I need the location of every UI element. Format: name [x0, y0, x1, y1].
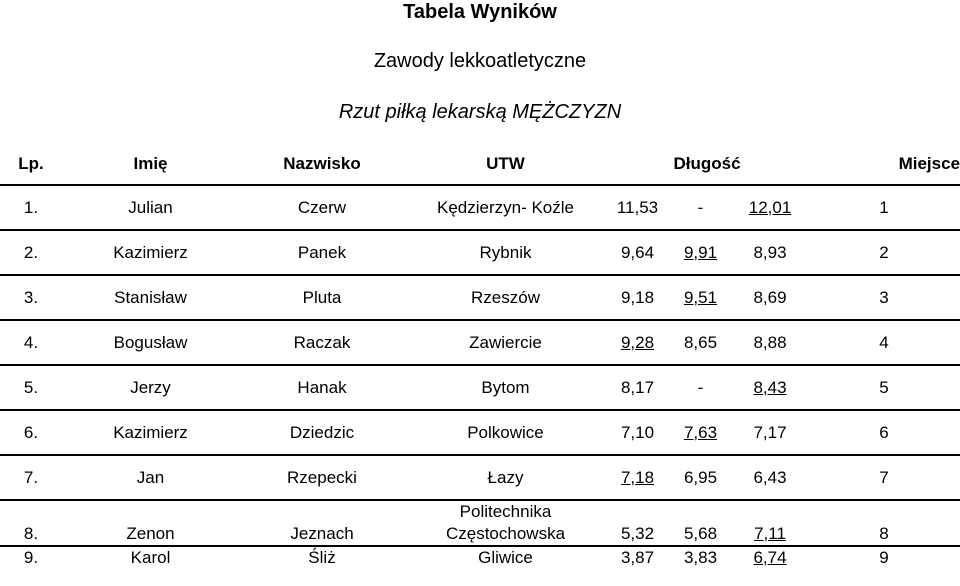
cell-imie [62, 365, 239, 410]
cell-imie-text: Kazimierz [113, 422, 188, 442]
cell-miejsce-text: 1 [879, 197, 889, 217]
cell-attempt-2-text: - [697, 377, 704, 397]
cell-nazwisko [239, 455, 405, 500]
cell-miejsce-text: 2 [879, 242, 889, 262]
cell-imie-text: Bogusław [113, 332, 188, 352]
cell-attempt-1-text: 7,10 [620, 422, 655, 442]
cell-attempt-1-text: 3,87 [620, 548, 655, 567]
cell-utw-text: Łazy [487, 467, 524, 487]
cell-utw-text: Rybnik [479, 242, 532, 262]
cell-utw-text: Bytom [481, 377, 530, 397]
cell-imie-text: Stanisław [114, 287, 187, 307]
cell-utw [405, 500, 606, 546]
table-row [0, 546, 960, 569]
cell-imie-text: Jerzy [130, 377, 171, 397]
cell-attempt-2 [669, 455, 732, 500]
cell-nazwisko-text: Rzepecki [287, 467, 357, 487]
cell-attempt-1 [606, 365, 669, 410]
cell-miejsce [808, 185, 960, 230]
header-nazwisko: Nazwisko [239, 143, 405, 185]
cell-miejsce [808, 546, 960, 569]
cell-nazwisko-text: Hanak [297, 377, 347, 397]
cell-miejsce-text: 7 [879, 467, 889, 487]
cell-lp [0, 365, 62, 410]
cell-attempt-2 [669, 275, 732, 320]
cell-utw-text: Rzeszów [471, 287, 540, 307]
cell-utw [405, 455, 606, 500]
cell-utw [405, 320, 606, 365]
cell-attempt-3 [732, 185, 808, 230]
cell-lp [0, 500, 62, 546]
cell-attempt-3 [732, 365, 808, 410]
table-row [0, 275, 960, 320]
cell-attempt-3-text: 7,11 [754, 524, 786, 543]
cell-nazwisko [239, 185, 405, 230]
cell-attempt-2 [669, 410, 732, 455]
cell-attempt-1-text: 5,32 [620, 524, 655, 543]
cell-attempt-2 [669, 230, 732, 275]
cell-nazwisko-text: Jeznach [290, 524, 354, 543]
cell-attempt-3 [732, 230, 808, 275]
cell-miejsce [808, 365, 960, 410]
cell-miejsce-text: 3 [879, 287, 889, 307]
cell-nazwisko-text: Raczak [293, 332, 351, 352]
table-row [0, 230, 960, 275]
table-row [0, 455, 960, 500]
cell-attempt-3 [732, 455, 808, 500]
cell-attempt-2 [669, 365, 732, 410]
cell-attempt-2-text: - [697, 197, 704, 217]
cell-imie [62, 410, 239, 455]
cell-utw [405, 546, 606, 569]
cell-attempt-1 [606, 275, 669, 320]
cell-imie-text: Julian [128, 197, 173, 217]
cell-nazwisko-text: Panek [297, 242, 347, 262]
cell-lp-text: 2. [23, 242, 39, 262]
table-row [0, 320, 960, 365]
table-row [0, 500, 960, 546]
cell-imie-text: Jan [136, 467, 165, 487]
cell-utw [405, 185, 606, 230]
cell-attempt-3 [732, 546, 808, 569]
table-row [0, 410, 960, 455]
cell-attempt-2 [669, 320, 732, 365]
cell-attempt-3-text: 6,74 [753, 548, 787, 567]
cell-utw-line-1: Politechnika [459, 502, 552, 521]
page-title: Tabela Wyników [403, 1, 557, 23]
cell-lp [0, 320, 62, 365]
cell-attempt-3-text: 8,93 [753, 242, 787, 262]
cell-attempt-1-text: 9,18 [620, 287, 655, 307]
cell-nazwisko-text: Czerw [297, 197, 347, 217]
cell-attempt-2-text: 5,68 [683, 524, 718, 543]
cell-miejsce [808, 455, 960, 500]
cell-attempt-1 [606, 185, 669, 230]
header-dlugosc: Długość [606, 143, 808, 185]
cell-miejsce [808, 275, 960, 320]
cell-attempt-2-text: 3,83 [683, 548, 718, 567]
cell-lp [0, 546, 62, 569]
cell-lp-text: 5. [23, 377, 39, 397]
cell-attempt-2-text: 9,51 [683, 287, 718, 307]
cell-utw [405, 410, 606, 455]
event-name: Rzut piłką lekarską MĘŻCZYZN [338, 101, 622, 123]
cell-imie-text: Zenon [126, 524, 175, 543]
cell-miejsce-text: 9 [879, 548, 889, 567]
page-subtitle: Zawody lekkoatletyczne [373, 50, 587, 72]
cell-lp-text: 3. [23, 287, 39, 307]
cell-nazwisko-text: Śliż [308, 548, 336, 567]
cell-miejsce [808, 410, 960, 455]
cell-utw [405, 275, 606, 320]
cell-imie-text: Kazimierz [113, 242, 188, 262]
cell-imie [62, 455, 239, 500]
table-row [0, 365, 960, 410]
cell-attempt-2 [669, 500, 732, 546]
cell-lp [0, 410, 62, 455]
cell-lp-text: 8. [23, 524, 39, 543]
cell-attempt-1-text: 9,64 [620, 242, 655, 262]
table-row [0, 185, 960, 230]
cell-lp-text: 4. [23, 332, 39, 352]
cell-lp [0, 275, 62, 320]
cell-attempt-3 [732, 275, 808, 320]
cell-attempt-1-text: 7,18 [620, 467, 655, 487]
cell-nazwisko [239, 500, 405, 546]
cell-attempt-3 [732, 500, 808, 546]
cell-nazwisko [239, 410, 405, 455]
cell-utw-text: Zawiercie [469, 332, 542, 352]
cell-miejsce [808, 500, 960, 546]
cell-attempt-2-text: 6,95 [683, 467, 718, 487]
cell-imie [62, 320, 239, 365]
cell-lp-text: 6. [23, 422, 39, 442]
cell-imie [62, 185, 239, 230]
cell-lp-text: 1. [23, 197, 39, 217]
cell-attempt-1-text: 9,28 [620, 332, 655, 352]
cell-attempt-1-text: 11,53 [616, 197, 659, 217]
cell-lp [0, 230, 62, 275]
cell-miejsce-text: 6 [879, 422, 889, 442]
cell-nazwisko-text: Dziedzic [289, 422, 355, 442]
cell-nazwisko [239, 365, 405, 410]
cell-attempt-3-text: 8,43 [753, 377, 787, 397]
cell-miejsce-text: 4 [879, 332, 889, 352]
cell-attempt-1-text: 8,17 [620, 377, 655, 397]
cell-attempt-3-text: 6,43 [753, 467, 787, 487]
cell-lp-text: 7. [23, 467, 39, 487]
cell-attempt-1 [606, 410, 669, 455]
cell-attempt-3-text: 12,01 [748, 197, 792, 217]
cell-nazwisko [239, 275, 405, 320]
cell-imie [62, 546, 239, 569]
cell-attempt-1 [606, 455, 669, 500]
cell-lp [0, 185, 62, 230]
cell-attempt-2-text: 9,91 [683, 242, 718, 262]
cell-attempt-2-text: 8,65 [683, 332, 718, 352]
cell-attempt-3-text: 8,69 [753, 287, 787, 307]
cell-miejsce-text: 8 [879, 524, 889, 543]
cell-miejsce [808, 320, 960, 365]
header-row [0, 143, 960, 185]
cell-lp [0, 455, 62, 500]
cell-utw [405, 365, 606, 410]
cell-attempt-3 [732, 320, 808, 365]
cell-imie [62, 275, 239, 320]
cell-attempt-2 [669, 546, 732, 569]
cell-attempt-2-text: 7,63 [683, 422, 718, 442]
header-utw: UTW [405, 143, 606, 185]
results-body [0, 185, 960, 569]
cell-utw-text: Kędzierzyn- Koźle [436, 197, 574, 217]
cell-utw-line-2: Częstochowska [445, 524, 566, 543]
results-table [0, 143, 960, 569]
cell-lp-text: 9. [23, 548, 39, 567]
cell-imie [62, 230, 239, 275]
cell-nazwisko [239, 320, 405, 365]
cell-nazwisko-text: Pluta [302, 287, 342, 307]
cell-attempt-1 [606, 546, 669, 569]
cell-attempt-3-text: 8,88 [753, 332, 787, 352]
cell-utw [405, 230, 606, 275]
cell-nazwisko [239, 546, 405, 569]
cell-imie-text: Karol [130, 548, 171, 567]
cell-attempt-1 [606, 500, 669, 546]
cell-attempt-2 [669, 185, 732, 230]
cell-nazwisko [239, 230, 405, 275]
cell-utw-text: Polkowice [467, 422, 544, 442]
cell-miejsce-text: 5 [879, 377, 889, 397]
header-miejsce: Miejsce [808, 143, 960, 185]
cell-attempt-1 [606, 320, 669, 365]
cell-miejsce [808, 230, 960, 275]
cell-imie [62, 500, 239, 546]
cell-utw-text: Gliwice [478, 548, 533, 567]
header-lp: Lp. [0, 143, 62, 185]
cell-attempt-3 [732, 410, 808, 455]
cell-attempt-1 [606, 230, 669, 275]
cell-attempt-3-text: 7,17 [753, 422, 787, 442]
header-imie: Imię [62, 143, 239, 185]
